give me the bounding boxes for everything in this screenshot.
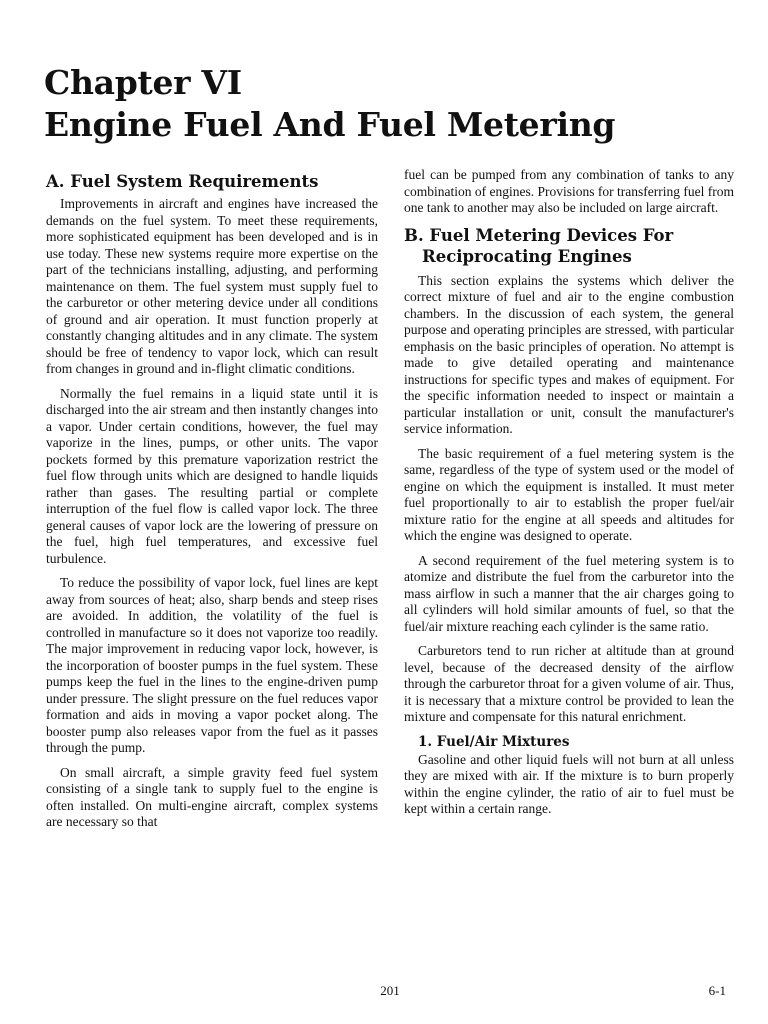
chapter-heading: [44, 62, 615, 146]
section-a-paragraph-1: Improvements in aircraft and engines have increased the demands on the fuel system. To meet these requirements, more sophisticated equipment has been developed and is in use today. These new systems require more expertise on the part of the technicians installing, adjusting, and performing maintenance on them. The fuel system must supply fuel to the carburetor or other metering device under all conditions of ground and air operation. It must function properly at constantly changing altitudes and in any climate. The system should be free of tendency to vapor lock, which can result from changes in ground and in-flight climatic conditions.: [46, 196, 378, 376]
subsection-1-heading: 1. Fuel/Air Mixtures: [418, 733, 570, 750]
section-a-continuation: fuel can be pumped from any combination of tanks to any combination of engines. Provisions for transferring fuel from one tank to another may also be included on large aircraft.: [404, 167, 734, 215]
section-a-paragraph-2: Normally the fuel remains in a liquid state until it is discharged into the air stream and then instantly changes into a vapor. Under certain conditions, however, the fuel may vaporize in the lines, pumps, or other units. The vapor pockets formed by this premature vaporization restrict the fuel flow through units which are designed to handle liquids rather than gases. The resulting partial or complete interruption of the fuel flow is called vapor lock. The three general causes of vapor lock are the lowering of pressure on the fuel, high fuel temperatures, and excessive fuel turbulence.: [46, 385, 378, 566]
section-b-paragraph-3: A second requirement of the fuel metering system is to atomize and distribute the fuel from the carburetor into the mass airflow in such a manner that the air charges going to all cylinders will hold similar amounts of fuel, so that the fuel/air mixture reaching each cylinder is the same ratio.: [404, 552, 734, 634]
section-a-paragraph-4: On small aircraft, a simple gravity feed fuel system consisting of a single tank to supply fuel to the engine is often installed. On multi-engine aircraft, complex systems are necessary so that: [46, 764, 378, 829]
subsection-1-paragraph: Gasoline and other liquid fuels will not burn at all unless they are mixed with air. If the mixture is to burn properly within the engine cylinder, the ratio of air to fuel must be kept within a certain range.: [404, 751, 734, 816]
section-b-paragraph-2: The basic requirement of a fuel metering system is the same, regardless of the type of system used or the model of engine on which the equipment is installed. It must meter fuel proportionally to air to establish the proper fuel/air mixture ratio for the engine at all speeds and altitudes for which the engine was designed to operate.: [404, 445, 734, 543]
left-column: [46, 167, 378, 839]
section-page-number: 6-1: [708, 983, 726, 998]
section-b-paragraph-1: This section explains the systems which deliver the correct mixture of fuel and air to the engine combustion chambers. In the discussion of each system, the general purpose and operating principles are stressed, with particular emphasis on the basic principles of operation. No attempt is made to give detailed operating and maintenance instructions for specific types and makes of equipment. For the specific information needed to inspect or maintain a particular installation or unit, consult the manufacturer's service information.: [404, 272, 734, 436]
right-column: [404, 167, 734, 826]
section-b-heading: B. Fuel Metering Devices For Reciprocating Engines: [404, 225, 674, 266]
chapter-number: Chapter VI: [44, 63, 242, 102]
section-a-heading: A. Fuel System Requirements: [46, 172, 319, 191]
chapter-title: Engine Fuel And Fuel Metering: [44, 105, 616, 144]
page-number: 201: [380, 983, 400, 998]
section-a-paragraph-3: To reduce the possibility of vapor lock, fuel lines are kept away from sources of heat; also, sharp bends and steep rises are avoided. In addition, the volatility of the fuel is controlled in manufacture so it does not vaporize too readily. The major improvement in reducing vapor lock, however, is the incorporation of booster pumps in the fuel system. These pumps keep the fuel in the lines to the engine-driven pump under pressure. The slight pressure on the fuel reduces vapor formation and aids in moving a vapor pocket along. The booster pump also releases vapor from the fuel as it passes through the pump.: [46, 575, 378, 755]
section-b-paragraph-4: Carburetors tend to run richer at altitude than at ground level, because of the decreased density of the airflow through the carburetor throat for a given volume of air. Thus, it is necessary that a mixture control be provided to lean the mixture and compensate for this natural enrichment.: [404, 643, 734, 724]
